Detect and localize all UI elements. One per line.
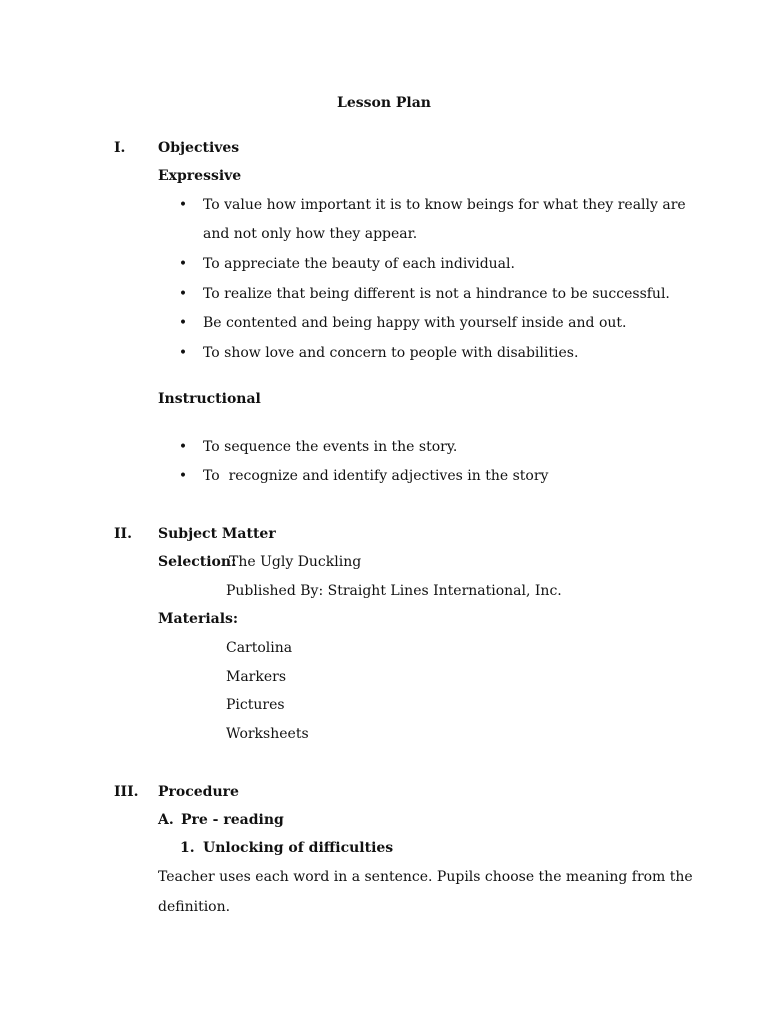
bullet-marker: • bbox=[178, 345, 188, 361]
selection-value: The Ugly Duckling bbox=[229, 554, 362, 570]
bullet-marker: • bbox=[178, 286, 188, 302]
bullet-marker: • bbox=[178, 315, 188, 331]
step-marker-1: 1. bbox=[180, 840, 195, 856]
expressive-item-text: To value how important it is to know beings for what they really are bbox=[203, 197, 686, 213]
material-item: Worksheets bbox=[226, 726, 309, 742]
section-heading-objectives: Objectives bbox=[158, 140, 240, 156]
expressive-item-text: Be contented and being happy with yourself inside and out. bbox=[203, 315, 627, 331]
page-title: Lesson Plan bbox=[336, 95, 431, 111]
expressive-item-text: To appreciate the beauty of each individual. bbox=[203, 256, 515, 272]
expressive-item-text: To show love and concern to people with disabilities. bbox=[203, 345, 579, 361]
procedure-paragraph-line: definition. bbox=[158, 899, 231, 915]
subheading-instructional: Instructional bbox=[158, 391, 261, 407]
bullet-marker: • bbox=[178, 256, 188, 272]
bullet-marker: • bbox=[178, 468, 188, 484]
step-label-unlocking-difficulties: Unlocking of difficulties bbox=[203, 840, 394, 856]
published-by: Published By: Straight Lines International, Inc. bbox=[226, 583, 562, 599]
materials-label: Materials: bbox=[158, 611, 239, 627]
section-heading-subject-matter: Subject Matter bbox=[158, 526, 276, 542]
material-item: Markers bbox=[226, 669, 287, 685]
expressive-item-text: To realize that being different is not a hindrance to be successful. bbox=[203, 286, 670, 302]
bullet-marker: • bbox=[178, 197, 188, 213]
procedure-paragraph-line: Teacher uses each word in a sentence. Pupils choose the meaning from the bbox=[158, 869, 693, 885]
section-heading-procedure: Procedure bbox=[158, 784, 239, 800]
subheading-expressive: Expressive bbox=[158, 168, 242, 184]
selection-label: Selection: bbox=[158, 554, 237, 570]
section-numeral-objectives: I. bbox=[114, 140, 126, 156]
section-numeral-procedure: III. bbox=[114, 784, 139, 800]
section-numeral-subject-matter: II. bbox=[114, 526, 132, 542]
expressive-item-text-continued: and not only how they appear. bbox=[203, 226, 418, 242]
instructional-item-text: To sequence the events in the story. bbox=[203, 439, 458, 455]
subsection-marker-a: A. bbox=[158, 812, 174, 828]
bullet-marker: • bbox=[178, 439, 188, 455]
material-item: Pictures bbox=[226, 697, 285, 713]
instructional-item-text: To recognize and identify adjectives in the story bbox=[203, 468, 549, 484]
material-item: Cartolina bbox=[226, 640, 293, 656]
subsection-label-pre-reading: Pre - reading bbox=[181, 812, 284, 828]
